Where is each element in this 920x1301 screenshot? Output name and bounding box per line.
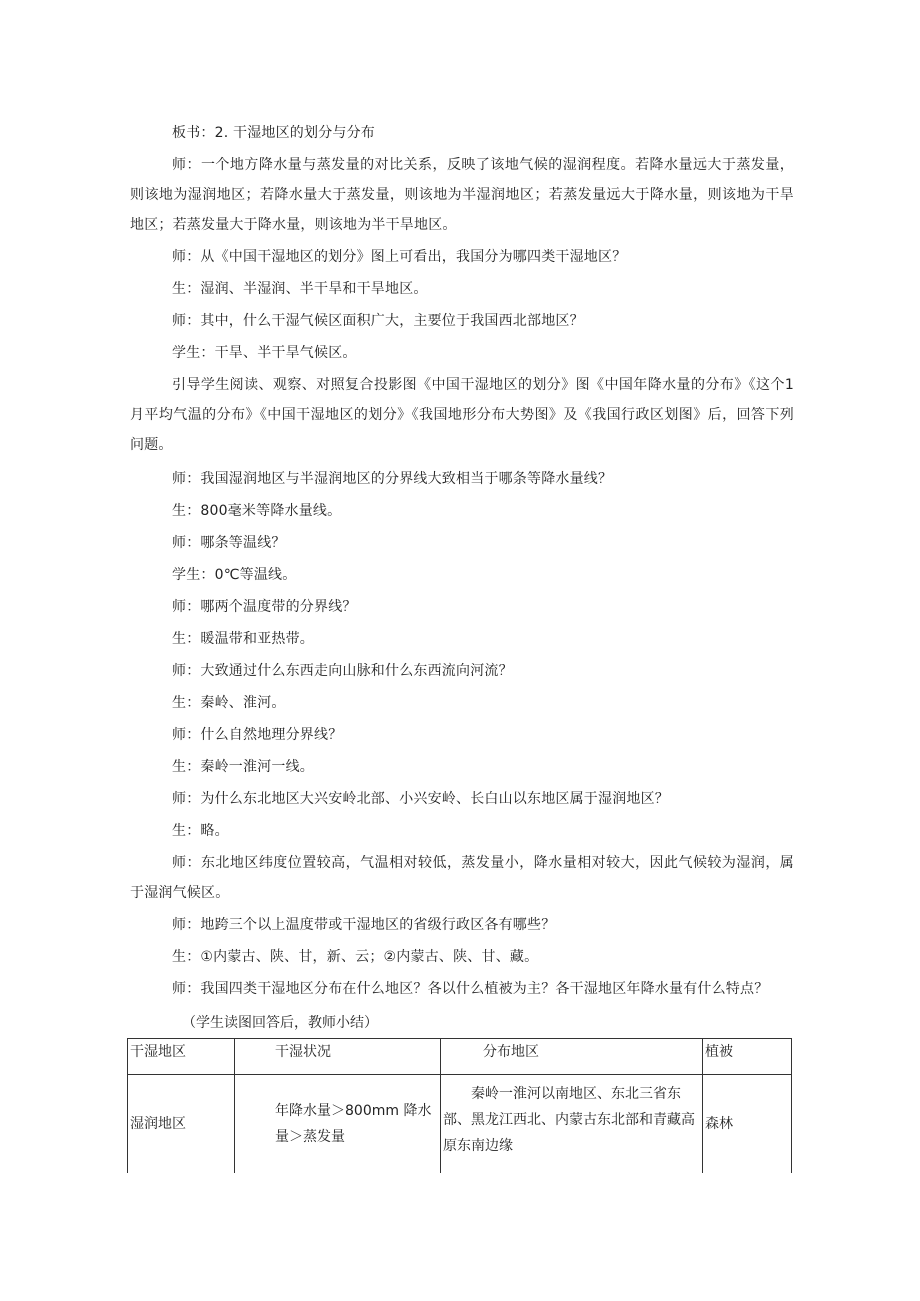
header-cell-region-type: 干湿地区 <box>128 1039 235 1075</box>
teacher-paragraph: 师：从《中国干湿地区的划分》图上可看出，我国分为哪四类干湿地区？ <box>172 249 627 265</box>
student-paragraph: 生：①内蒙古、陕、甘，新、云；②内蒙古、陕、甘、藏。 <box>172 949 539 965</box>
student-paragraph: 生：略。 <box>172 823 229 839</box>
teacher-paragraph: 师：大致通过什么东西走向山脉和什么东西流向河流？ <box>172 663 513 679</box>
student-paragraph: 学生：0℃等温线。 <box>172 567 297 583</box>
cell-region-type: 湿润地区 <box>128 1075 235 1173</box>
teacher-paragraph: 师：其中，什么干湿气候区面积广大，主要位于我国西北部地区？ <box>172 313 584 329</box>
teacher-paragraph: 师：东北地区纬度位置较高，气温相对较低，蒸发量小，降水量相对较大，因此气候较为湿润，属于湿润气候区。 <box>130 855 794 901</box>
cell-distribution: 秦岭一淮河以南地区、东北三省东部、黑龙江西北、内蒙古东北部和青藏高原东南边缘 <box>441 1075 703 1173</box>
summary-table <box>127 1038 792 1173</box>
header-cell-vegetation: 植被 <box>703 1039 792 1075</box>
teacher-paragraph: 师：我国四类干湿地区分布在什么地区？各以什么植被为主？各干湿地区年降水量有什么特点？ <box>172 981 769 997</box>
student-paragraph: 生：800毫米等降水量线。 <box>172 503 342 519</box>
header-cell-distribution: 分布地区 <box>441 1039 703 1075</box>
teacher-paragraph: 师：哪两个温度带的分界线？ <box>172 599 357 615</box>
cell-status: 年降水量＞800mm 降水量＞蒸发量 <box>235 1075 441 1173</box>
student-paragraph: 生：秦岭一淮河一线。 <box>172 759 314 775</box>
board-heading: 板书：2. 干湿地区的划分与分布 <box>172 125 376 141</box>
table-caption: （学生读图回答后，教师小结） <box>182 1015 378 1031</box>
student-paragraph: 生：秦岭、淮河。 <box>172 695 286 711</box>
teacher-paragraph: 师：我国湿润地区与半湿润地区的分界线大致相当于哪条等降水量线？ <box>172 471 613 487</box>
teacher-paragraph: 师：为什么东北地区大兴安岭北部、小兴安岭、长白山以东地区属于湿润地区？ <box>172 791 669 807</box>
student-paragraph: 生：暖温带和亚热带。 <box>172 631 314 647</box>
table-header-row <box>128 1039 792 1075</box>
teacher-paragraph: 师：什么自然地理分界线？ <box>172 727 343 743</box>
student-paragraph: 学生：干旱、半干旱气候区。 <box>172 345 357 361</box>
teacher-paragraph: 师：一个地方降水量与蒸发量的对比关系，反映了该地气候的湿润程度。若降水量远大于蒸发量，则该地为湿润地区；若降水量大于蒸发量，则该地为半湿润地区；若蒸发量远大于降水量，则该地为干旱地区；若蒸发量大于降水量，则该地为半干旱地区。 <box>130 157 794 233</box>
teacher-paragraph: 师：哪条等温线？ <box>172 535 286 551</box>
cell-vegetation: 森林 <box>703 1075 792 1173</box>
teacher-paragraph: 师：地跨三个以上温度带或干湿地区的省级行政区各有哪些？ <box>172 917 556 933</box>
table-row <box>128 1075 792 1173</box>
student-paragraph: 生：湿润、半湿润、半干旱和干旱地区。 <box>172 281 428 297</box>
guide-paragraph: 引导学生阅读、观察、对照复合投影图《中国干湿地区的划分》图《中国年降水量的分布》《这个1月平均气温的分布》《中国干湿地区的划分》《我国地形分布大势图》及《我国行政区划图》后，回答下列问题。 <box>130 377 794 453</box>
header-cell-status: 干湿状况 <box>235 1039 441 1075</box>
